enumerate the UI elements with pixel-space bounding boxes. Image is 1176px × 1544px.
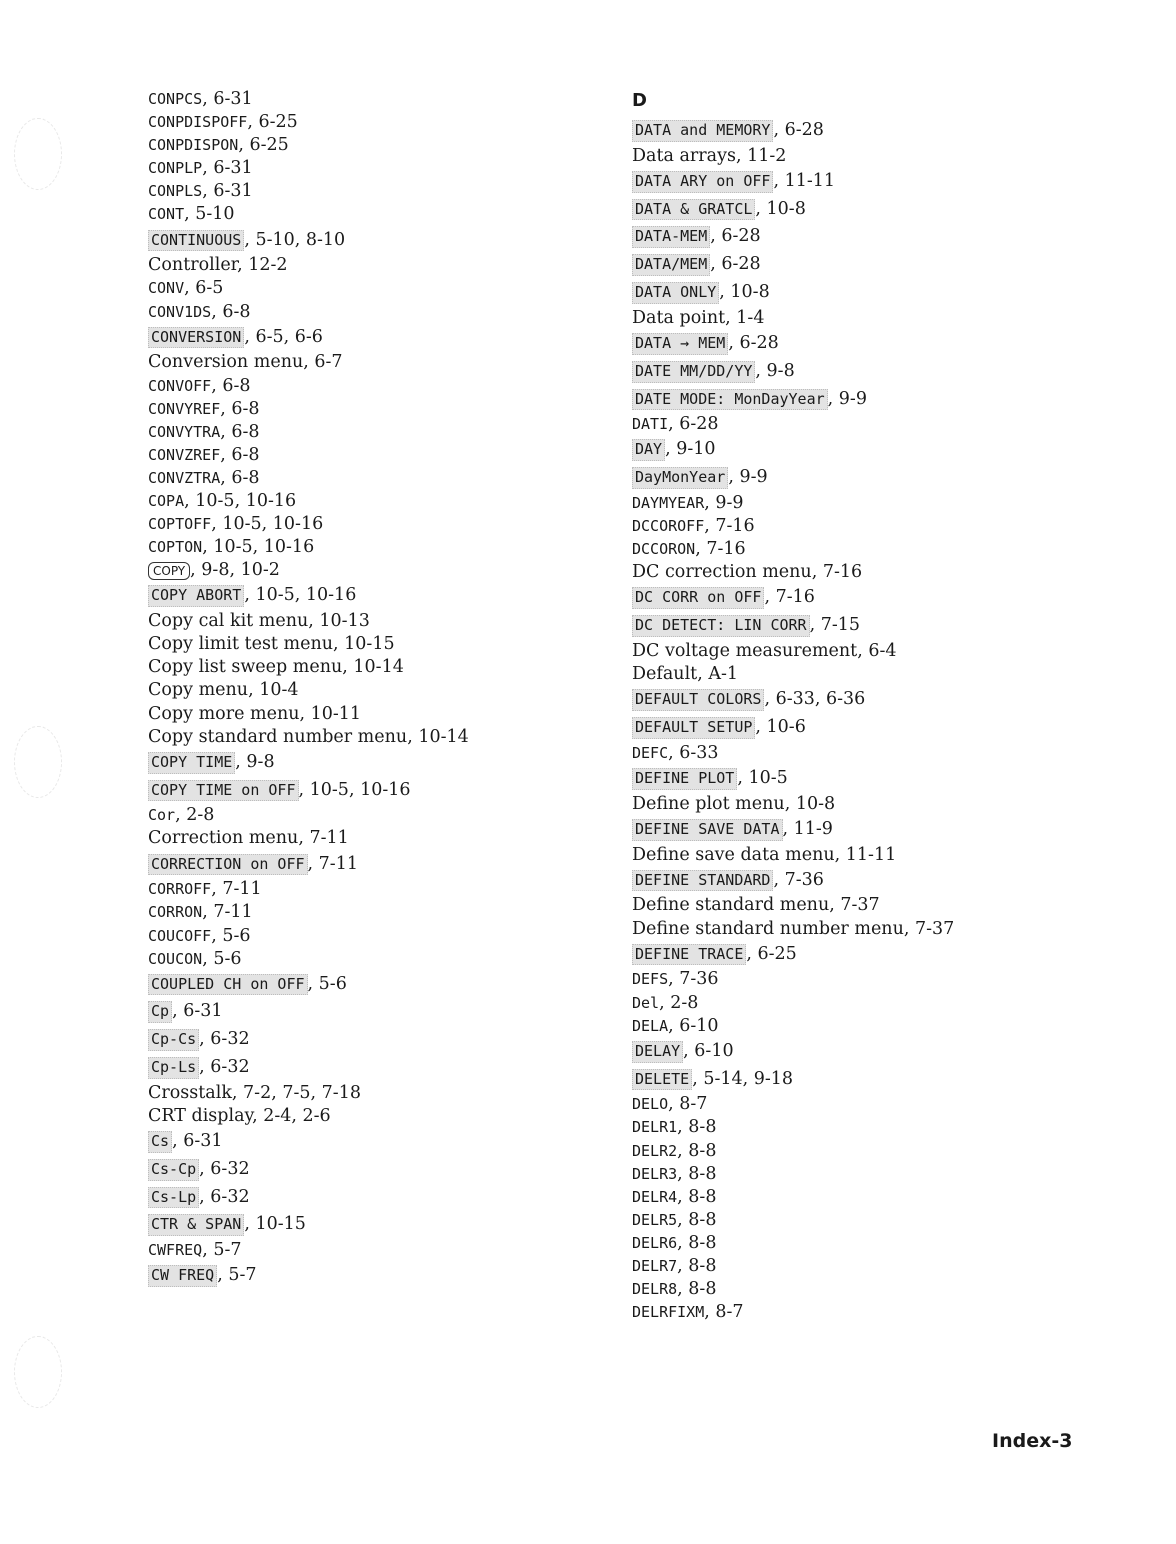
punch-hole-middle bbox=[14, 726, 62, 798]
command-term: DATI bbox=[632, 415, 669, 434]
softkey-term: Cp-Cs bbox=[148, 1029, 199, 1051]
page-refs: , 10-5, 10-16 bbox=[184, 491, 297, 511]
page-refs: , 6-31 bbox=[202, 89, 253, 109]
index-entry bbox=[148, 901, 588, 924]
softkey-term: CONVERSION bbox=[148, 327, 244, 349]
command-term: COPA bbox=[148, 492, 185, 510]
command-term: Cor bbox=[148, 806, 176, 825]
command-term: DELR5 bbox=[632, 1210, 678, 1229]
index-entry bbox=[632, 358, 1132, 386]
index-entry bbox=[632, 765, 1132, 793]
page-refs: , 6-8 bbox=[220, 467, 260, 488]
index-entry bbox=[148, 925, 588, 948]
softkey-term: DATA → MEM bbox=[632, 333, 728, 355]
index-entry bbox=[148, 254, 588, 277]
index-entry bbox=[148, 1184, 588, 1212]
softkey-term: DATE MODE: MonDayYear bbox=[632, 389, 828, 411]
page-refs: , 7-11 bbox=[307, 853, 358, 874]
page-refs: , 10-5, 10-16 bbox=[244, 585, 357, 606]
softkey-term: COPY TIME on OFF bbox=[148, 780, 299, 802]
page-refs: , 6-28 bbox=[710, 254, 761, 275]
page-refs: , 10-4 bbox=[248, 680, 299, 701]
index-term: Copy cal kit menu bbox=[148, 611, 309, 632]
index-entry bbox=[632, 168, 1132, 196]
page-refs: , 5-14, 9-18 bbox=[692, 1068, 794, 1089]
index-list-d bbox=[632, 117, 1132, 1324]
command-term: DELA bbox=[632, 1016, 669, 1035]
punch-hole-bottom bbox=[14, 1336, 62, 1408]
page-refs: , 7-16 bbox=[704, 516, 755, 537]
index-entry bbox=[148, 971, 588, 999]
index-entry bbox=[148, 203, 588, 226]
softkey-term: DATA/MEM bbox=[632, 254, 710, 276]
softkey-term: DATE MM/DD/YY bbox=[632, 361, 755, 383]
index-term: CRT display bbox=[148, 1105, 253, 1126]
softkey-term: DELAY bbox=[632, 1041, 683, 1063]
index-entry bbox=[632, 663, 1132, 686]
softkey-term: DEFINE STANDARD bbox=[632, 870, 773, 892]
page-refs: , 5-6 bbox=[307, 973, 347, 994]
command-term: DELO bbox=[632, 1095, 669, 1114]
index-entry bbox=[148, 1239, 588, 1262]
index-entry bbox=[632, 612, 1132, 640]
page-refs: , 5-6 bbox=[202, 948, 242, 969]
softkey-term: Cp-Ls bbox=[148, 1057, 199, 1079]
softkey-term: DEFINE PLOT bbox=[632, 768, 737, 790]
page-refs: , 2-8 bbox=[659, 992, 699, 1013]
page-refs: , 6-10 bbox=[683, 1040, 734, 1061]
page-refs: , 11-11 bbox=[773, 170, 836, 191]
index-entry bbox=[632, 561, 1132, 584]
index-entry bbox=[632, 279, 1132, 307]
index-entry bbox=[632, 492, 1132, 515]
index-entry bbox=[148, 610, 588, 633]
index-entry bbox=[632, 584, 1132, 612]
index-entry bbox=[148, 1211, 588, 1239]
page-refs: , 7-37 bbox=[903, 918, 955, 939]
page-refs: , 7-15 bbox=[809, 615, 861, 636]
index-entry bbox=[148, 490, 588, 513]
page-refs: , 6-5 bbox=[184, 278, 224, 299]
page-refs: , 5-10, 8-10 bbox=[244, 229, 346, 250]
page-refs: , 6-8 bbox=[220, 444, 260, 465]
hardkey-term: COPY bbox=[148, 562, 190, 580]
softkey-term: DATA and MEMORY bbox=[632, 120, 773, 142]
index-entry bbox=[148, 827, 588, 850]
index-entry bbox=[632, 145, 1132, 168]
page-refs: , 10-8 bbox=[755, 198, 806, 219]
page-refs: , 6-10 bbox=[668, 1015, 719, 1036]
index-term: Define standard menu bbox=[632, 895, 830, 916]
index-entry bbox=[632, 793, 1132, 816]
index-term: Define standard number menu bbox=[632, 918, 904, 939]
softkey-term: DATA ARY on OFF bbox=[632, 171, 773, 193]
page-refs: , 6-31 bbox=[202, 181, 253, 202]
softkey-term: DEFINE TRACE bbox=[632, 944, 746, 966]
page-refs: , 9-10 bbox=[665, 439, 716, 460]
page-refs: , 7-16 bbox=[764, 587, 815, 608]
page-refs: , 5-6 bbox=[211, 925, 251, 946]
command-term: CONVYTRA bbox=[148, 422, 221, 441]
index-entry bbox=[632, 1140, 1132, 1163]
command-term: DELR1 bbox=[632, 1118, 678, 1137]
command-term: COPTOFF bbox=[148, 515, 212, 534]
command-term: CONV1DS bbox=[148, 302, 212, 321]
softkey-term: DATA & GRATCL bbox=[632, 199, 755, 221]
page-refs: , 10-15 bbox=[244, 1214, 306, 1235]
page-refs: , 7-36 bbox=[668, 969, 719, 990]
index-entry bbox=[632, 1301, 1132, 1324]
index-entry bbox=[632, 1116, 1132, 1139]
index-entry bbox=[148, 1128, 588, 1156]
index-entry bbox=[632, 1209, 1132, 1232]
index-entry bbox=[632, 1066, 1132, 1094]
page-refs: , 6-28 bbox=[668, 414, 719, 435]
index-entry bbox=[148, 1054, 588, 1082]
page-refs: , 6-28 bbox=[710, 226, 761, 247]
command-term: DELR2 bbox=[632, 1141, 678, 1160]
page-refs: , 9-8, 10-2 bbox=[190, 560, 280, 581]
index-entry bbox=[148, 559, 588, 582]
softkey-term: DAY bbox=[632, 439, 665, 461]
page-refs: , 7-11 bbox=[202, 902, 253, 923]
index-entry bbox=[632, 941, 1132, 969]
index-entry bbox=[148, 111, 588, 134]
command-term: CONPLS bbox=[148, 182, 203, 201]
page-refs: , 10-11 bbox=[299, 703, 362, 724]
command-term: CONVZREF bbox=[148, 445, 221, 464]
index-entry bbox=[632, 992, 1132, 1015]
page-refs: , 8-7 bbox=[704, 1302, 744, 1323]
index-entry bbox=[148, 324, 588, 352]
index-entry bbox=[632, 223, 1132, 251]
index-entry bbox=[148, 726, 588, 749]
softkey-term: COPY ABORT bbox=[148, 585, 244, 607]
index-entry bbox=[632, 968, 1132, 991]
page-refs: , 6-25 bbox=[247, 112, 298, 133]
page-refs: , 6-32 bbox=[199, 1029, 250, 1050]
index-term: Define save data menu bbox=[632, 844, 835, 865]
index-entry bbox=[148, 88, 588, 111]
command-term: COPTON bbox=[148, 538, 203, 557]
index-entry bbox=[148, 878, 588, 901]
page-refs: , 9-9 bbox=[827, 388, 867, 409]
index-entry bbox=[632, 742, 1132, 765]
softkey-term: COUPLED CH on OFF bbox=[148, 974, 308, 996]
softkey-term: CONTINUOUS bbox=[148, 230, 244, 252]
index-entry bbox=[148, 375, 588, 398]
softkey-term: Cp bbox=[148, 1001, 172, 1023]
index-entry bbox=[632, 894, 1132, 917]
index-entry bbox=[632, 1232, 1132, 1255]
softkey-term: DC DETECT: LIN CORR bbox=[632, 615, 810, 637]
index-entry bbox=[632, 1093, 1132, 1116]
index-term: Copy limit test menu bbox=[148, 634, 334, 655]
page-refs: , 8-8 bbox=[677, 1232, 717, 1253]
page-refs: , 5-7 bbox=[202, 1240, 242, 1261]
index-term: Data point bbox=[632, 307, 726, 328]
command-term: DELR7 bbox=[632, 1256, 678, 1275]
index-entry bbox=[632, 1255, 1132, 1278]
index-term: Copy more menu bbox=[148, 703, 300, 724]
index-entry bbox=[632, 1163, 1132, 1186]
command-term: CONT bbox=[148, 205, 185, 224]
index-term: Default bbox=[632, 664, 698, 685]
index-entry bbox=[148, 1082, 588, 1105]
page-refs: , 9-9 bbox=[728, 467, 768, 488]
page-refs: , 12-2 bbox=[237, 255, 288, 276]
softkey-term: CW FREQ bbox=[148, 1265, 217, 1287]
index-entry bbox=[632, 1186, 1132, 1209]
page-refs: , 8-7 bbox=[668, 1094, 708, 1115]
softkey-term: DEFAULT COLORS bbox=[632, 689, 764, 711]
command-term: CORROFF bbox=[148, 880, 212, 899]
page-refs: , 8-8 bbox=[677, 1209, 717, 1230]
page-refs: , 10-6 bbox=[755, 717, 806, 737]
page-refs: , 8-8 bbox=[677, 1140, 717, 1161]
page-refs: , 6-28 bbox=[773, 120, 824, 140]
page-refs: , 5-10 bbox=[184, 204, 235, 225]
page-refs: , 6-8 bbox=[220, 398, 260, 419]
page-refs: , 8-8 bbox=[677, 1186, 717, 1207]
index-entry bbox=[148, 679, 588, 702]
index-entry bbox=[148, 1262, 588, 1290]
index-column-left bbox=[148, 88, 588, 1290]
command-term: CONPCS bbox=[148, 90, 203, 108]
page-refs: , 9-9 bbox=[704, 493, 744, 514]
page-refs: , 11-9 bbox=[782, 818, 833, 839]
command-term: CONVOFF bbox=[148, 376, 212, 395]
command-term: DELR6 bbox=[632, 1233, 678, 1252]
page-refs: , 8-8 bbox=[677, 1279, 717, 1300]
index-entry bbox=[148, 1156, 588, 1184]
index-entry bbox=[632, 117, 1132, 145]
page-refs: , 8-8 bbox=[677, 1255, 717, 1276]
command-term: DCCOROFF bbox=[632, 517, 705, 536]
softkey-term: DELETE bbox=[632, 1069, 692, 1091]
index-entry bbox=[148, 421, 588, 444]
page-refs: , 6-33, 6-36 bbox=[764, 689, 866, 710]
punch-hole-top bbox=[14, 118, 62, 190]
index-entry bbox=[148, 1105, 588, 1128]
command-term: CONPDISPON bbox=[148, 136, 239, 155]
index-entry bbox=[148, 301, 588, 324]
page-refs: , 10-15 bbox=[333, 634, 395, 655]
page-refs: , 6-33 bbox=[668, 742, 719, 763]
page-refs: , 6-4 bbox=[857, 641, 897, 662]
index-entry bbox=[632, 538, 1132, 561]
command-term: COUCOFF bbox=[148, 926, 212, 945]
index-entry bbox=[148, 444, 588, 467]
softkey-term: CORRECTION on OFF bbox=[148, 854, 308, 876]
softkey-term: DATA ONLY bbox=[632, 282, 719, 304]
command-term: COUCON bbox=[148, 949, 203, 968]
page-refs: , 6-31 bbox=[172, 1001, 223, 1022]
page-refs: , 11-11 bbox=[834, 844, 897, 865]
index-entry bbox=[632, 386, 1132, 414]
page-refs: , 10-5, 10-16 bbox=[202, 537, 315, 558]
command-term: CONV bbox=[148, 279, 185, 298]
index-entry bbox=[148, 180, 588, 203]
index-entry bbox=[148, 351, 588, 374]
page-refs: , 9-8 bbox=[755, 360, 795, 381]
page-refs: , 10-5 bbox=[737, 767, 788, 788]
index-entry bbox=[632, 816, 1132, 844]
index-entry bbox=[632, 307, 1132, 330]
page-refs: , 8-8 bbox=[677, 1163, 717, 1184]
index-entry bbox=[632, 1038, 1132, 1066]
index-term: Define plot menu bbox=[632, 793, 785, 814]
command-term: DEFC bbox=[632, 743, 669, 762]
command-term: CWFREQ bbox=[148, 1241, 203, 1260]
page-refs: , 6-8 bbox=[211, 301, 251, 322]
index-entry bbox=[632, 1015, 1132, 1038]
softkey-term: DATA-MEM bbox=[632, 226, 710, 248]
index-entry bbox=[632, 686, 1132, 714]
page-refs: , 7-16 bbox=[811, 562, 863, 583]
page-refs: , 9-8 bbox=[235, 751, 275, 772]
index-entry bbox=[632, 714, 1132, 742]
page-refs: , 10-14 bbox=[342, 657, 404, 678]
index-term: Copy standard number menu bbox=[148, 726, 408, 747]
index-entry bbox=[148, 582, 588, 610]
index-entry bbox=[148, 536, 588, 559]
index-entry bbox=[148, 703, 588, 726]
index-entry bbox=[148, 277, 588, 300]
index-entry bbox=[148, 134, 588, 157]
index-entry bbox=[632, 464, 1132, 492]
command-term: DAYMYEAR bbox=[632, 494, 705, 513]
index-entry bbox=[148, 804, 588, 827]
command-term: CONVYREF bbox=[148, 399, 221, 418]
page-refs: , 10-5, 10-16 bbox=[211, 514, 324, 535]
softkey-term: CTR & SPAN bbox=[148, 1214, 244, 1236]
softkey-term: COPY TIME bbox=[148, 752, 235, 774]
section-heading-d: D bbox=[632, 90, 647, 111]
index-entry bbox=[148, 467, 588, 490]
index-term: Copy menu bbox=[148, 680, 249, 701]
index-entry bbox=[148, 227, 588, 255]
index-term: Controller bbox=[148, 255, 238, 276]
page-refs: , 10-8 bbox=[784, 793, 836, 814]
index-term: Crosstalk bbox=[148, 1082, 232, 1103]
command-term: DELRFIXM bbox=[632, 1303, 705, 1322]
index-entry bbox=[148, 633, 588, 656]
page-refs: , 6-32 bbox=[199, 1158, 250, 1179]
command-term: DEFS bbox=[632, 970, 669, 989]
softkey-term: Cs bbox=[148, 1131, 172, 1153]
index-entry bbox=[148, 398, 588, 421]
page-refs: , 6-5, 6-6 bbox=[244, 326, 323, 347]
softkey-term: Cs-Cp bbox=[148, 1159, 199, 1181]
command-term: CONPLP bbox=[148, 159, 203, 178]
command-term: CORRON bbox=[148, 903, 203, 922]
index-entry bbox=[148, 656, 588, 679]
command-term: CONVZTRA bbox=[148, 468, 221, 487]
index-entry bbox=[148, 777, 588, 805]
index-entry bbox=[148, 513, 588, 536]
page-refs: , 7-2, 7-5, 7-18 bbox=[231, 1082, 361, 1103]
index-entry bbox=[148, 948, 588, 971]
page-refs: , 2-8 bbox=[175, 805, 215, 826]
softkey-term: DEFINE SAVE DATA bbox=[632, 819, 783, 841]
page-folio: Index-3 bbox=[992, 1430, 1073, 1452]
index-entry bbox=[632, 844, 1132, 867]
index-entry bbox=[148, 157, 588, 180]
index-term: Conversion menu bbox=[148, 352, 304, 373]
softkey-term: DayMonYear bbox=[632, 467, 728, 489]
softkey-term: Cs-Lp bbox=[148, 1187, 199, 1209]
page-refs: , 10-14 bbox=[407, 726, 469, 747]
page-refs: , 6-31 bbox=[202, 158, 253, 179]
index-entry bbox=[632, 330, 1132, 358]
index-entry bbox=[148, 998, 588, 1026]
command-term: CONPDISPOFF bbox=[148, 113, 248, 132]
page-refs: , 6-8 bbox=[211, 375, 251, 396]
index-entry bbox=[632, 515, 1132, 538]
index-term: Copy list sweep menu bbox=[148, 657, 343, 678]
page-refs: , 7-11 bbox=[211, 879, 262, 900]
index-term: Data arrays bbox=[632, 145, 736, 166]
index-entry bbox=[148, 851, 588, 879]
command-term: DELR3 bbox=[632, 1164, 678, 1183]
page-refs: , 7-16 bbox=[695, 539, 746, 560]
index-entry bbox=[632, 251, 1132, 279]
index-entry bbox=[148, 1026, 588, 1054]
index-entry bbox=[632, 436, 1132, 464]
index-entry bbox=[632, 413, 1132, 436]
page-refs: , 6-25 bbox=[746, 943, 797, 964]
page-refs: , 6-8 bbox=[220, 421, 260, 442]
index-term: Correction menu bbox=[148, 828, 299, 849]
page-refs: , 7-36 bbox=[773, 869, 824, 890]
page-refs: , 11-2 bbox=[735, 145, 787, 166]
softkey-term: DEFAULT SETUP bbox=[632, 717, 755, 739]
page-refs: , 6-25 bbox=[238, 135, 289, 156]
page-refs: , 10-13 bbox=[308, 611, 370, 632]
index-entry bbox=[632, 918, 1132, 941]
page-refs: , 8-8 bbox=[677, 1117, 717, 1138]
page-refs: , 6-7 bbox=[303, 352, 343, 373]
page-refs: , A-1 bbox=[697, 664, 739, 685]
page-refs: , 2-4, 2-6 bbox=[252, 1105, 331, 1126]
page-refs: , 5-7 bbox=[217, 1265, 257, 1286]
command-term: Del bbox=[632, 993, 660, 1012]
page-refs: , 6-32 bbox=[199, 1186, 250, 1207]
command-term: DELR4 bbox=[632, 1187, 678, 1206]
page-refs: , 10-8 bbox=[719, 282, 770, 303]
command-term: DELR8 bbox=[632, 1280, 678, 1299]
index-entry bbox=[632, 196, 1132, 224]
page-refs: , 10-5, 10-16 bbox=[298, 779, 411, 800]
page-refs: , 1-4 bbox=[725, 307, 765, 328]
index-entry bbox=[632, 1278, 1132, 1301]
page-refs: , 6-28 bbox=[728, 332, 779, 353]
page-refs: , 6-32 bbox=[199, 1057, 250, 1078]
index-term: DC correction menu bbox=[632, 562, 812, 583]
page-refs: , 7-11 bbox=[298, 828, 349, 849]
index-entry bbox=[148, 749, 588, 777]
index-entry bbox=[632, 867, 1132, 895]
index-term: DC voltage measurement bbox=[632, 641, 858, 662]
page-refs: , 7-37 bbox=[829, 895, 880, 916]
page-refs: , 6-31 bbox=[172, 1131, 223, 1152]
index-column-right bbox=[632, 88, 1132, 1324]
index-entry bbox=[632, 640, 1132, 663]
command-term: DCCORON bbox=[632, 540, 696, 559]
softkey-term: DC CORR on OFF bbox=[632, 587, 764, 609]
